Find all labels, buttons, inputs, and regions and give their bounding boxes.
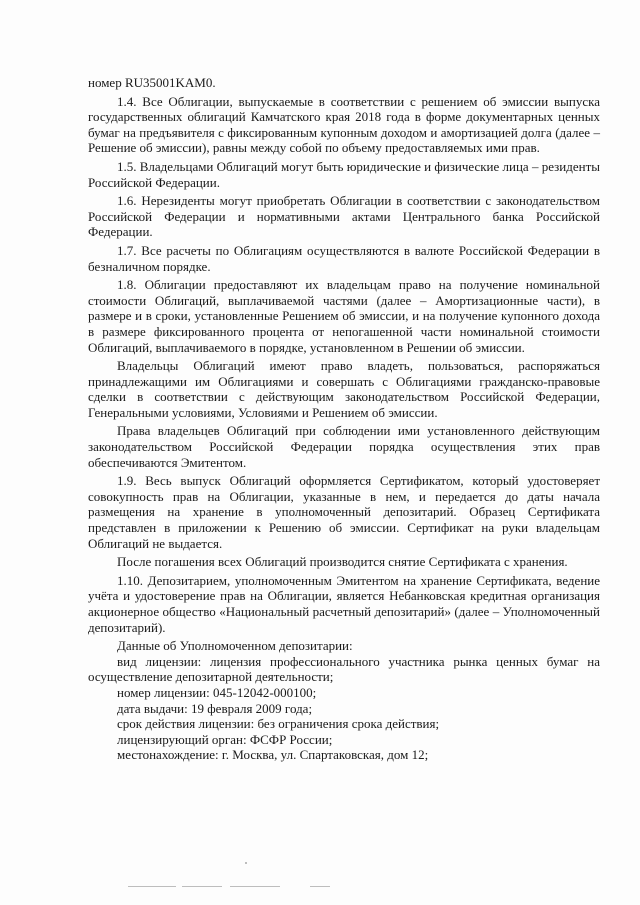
scan-artifact bbox=[230, 886, 280, 887]
depositary-licensing-authority: лицензирующий орган: ФСФР России; bbox=[117, 731, 333, 747]
paragraph-1-4: 1.4. Все Облигации, выпускаемые в соответствии с решением об эмиссии выпуска государственных облигаций Камчатского края 2018 года в форме документарных ценных бумаг на предъявителя с фиксированным купонным доходом и амортизацией долга (далее – Решение об эмиссии), равны между собой по объему предоставляемых ими прав. bbox=[88, 93, 600, 156]
paragraph-1-6: 1.6. Нерезиденты могут приобретать Облигации в соответствии с законодательством Российской Федерации и нормативными актами Центрального банка Российской Федерации. bbox=[88, 193, 600, 240]
depositary-issue-date: дата выдачи: 19 февраля 2009 года; bbox=[117, 700, 313, 716]
paragraph-1-8: 1.8. Облигации предоставляют их владельцам право на получение номинальной стоимости Облигаций, выплачиваемой частями (далее – Амортизационные части), в размере и в сроки, установленные Решением об эмиссии, и на получение купонного дохода в размере фиксированного процента от непогашенной части номинальной стоимости Облигаций, выплачиваемого в порядке, установленном в Решении об эмиссии. bbox=[88, 277, 600, 355]
paragraph-rights-guarantee: Права владельцев Облигаций при соблюдении ими установленного действующим законодательством Российской Федерации порядка осуществления этих прав обеспечиваются Эмитентом. bbox=[88, 423, 600, 470]
paragraph-intro: номер RU35001KAM0. bbox=[88, 75, 216, 90]
scan-artifact bbox=[182, 886, 222, 887]
depositary-data-heading: Данные об Уполномоченном депозитарии: bbox=[117, 638, 353, 654]
paragraph-1-7: 1.7. Все расчеты по Облигациям осуществляются в валюте Российской Федерации в безналичном порядке. bbox=[88, 242, 600, 274]
depositary-license-number: номер лицензии: 045-12042-000100; bbox=[117, 684, 317, 700]
paragraph-1-5: 1.5. Владельцами Облигаций могут быть юридические и физические лица – резиденты Российской Федерации. bbox=[88, 158, 600, 190]
scan-artifact bbox=[245, 862, 247, 864]
scan-artifact bbox=[310, 886, 330, 887]
depositary-license-type: вид лицензии: лицензия профессионального участника рынка ценных бумаг на осуществление депозитарной деятельности; bbox=[88, 653, 600, 685]
paragraph-1-9: 1.9. Весь выпуск Облигаций оформляется Сертификатом, который удостоверяет совокупность прав на Облигации, указанные в нем, и передается до даты начала размещения на хранение в уполномоченный депозитарий. Образец Сертификата представлен в приложении к Решению об эмиссии. Сертификат на руки владельцам Облигаций не выдается. bbox=[88, 473, 600, 551]
paragraph-owners-rights: Владельцы Облигаций имеют право владеть, пользоваться, распоряжаться принадлежащими им Облигациями и совершать с Облигациями гражданско-правовые сделки в соответствии с действующим законодательством Российской Федерации, Генеральными условиями, Условиями и Решением об эмиссии. bbox=[88, 358, 600, 420]
scan-artifact bbox=[128, 886, 176, 887]
paragraph-1-10: 1.10. Депозитарием, уполномоченным Эмитентом на хранение Сертификата, ведение учёта и удостоверение прав на Облигации, является Небанковская кредитная организация акционерное общество «Национальный расчетный депозитарий» (далее – Уполномоченный депозитарий). bbox=[88, 572, 600, 635]
document-body bbox=[88, 75, 600, 763]
depositary-location: местонахождение: г. Москва, ул. Спартаковская, дом 12; bbox=[117, 747, 429, 763]
paragraph-certificate-removal: После погашения всех Облигаций производится снятие Сертификата с хранения. bbox=[117, 554, 568, 570]
depositary-license-term: срок действия лицензии: без ограничения срока действия; bbox=[117, 716, 440, 732]
